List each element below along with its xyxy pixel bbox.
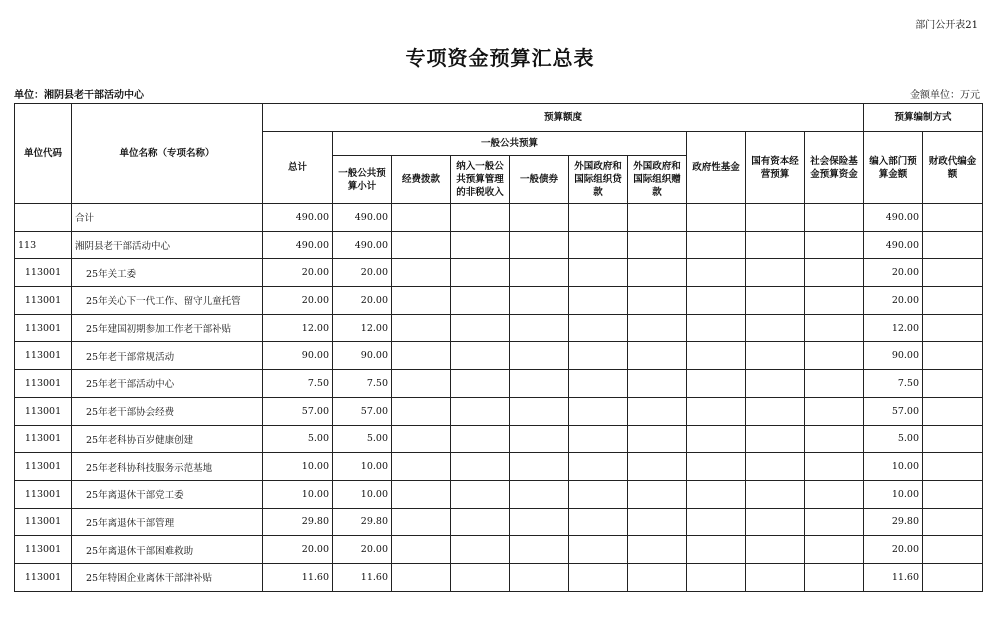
cell-bonds [510, 287, 569, 315]
header-budget-amount: 预算额度 [263, 104, 864, 132]
cell-gp-subtotal: 20.00 [333, 536, 392, 564]
cell-state-capital [746, 342, 805, 370]
cell-bonds [510, 508, 569, 536]
cell-unit-code: 113001 [15, 563, 72, 591]
cell-fin-agent [923, 536, 983, 564]
cell-bonds [510, 480, 569, 508]
cell-total: 20.00 [263, 287, 333, 315]
cell-dept-amount: 7.50 [864, 370, 923, 398]
cell-dept-amount: 5.00 [864, 425, 923, 453]
cell-bonds [510, 259, 569, 287]
cell-unit-code: 113001 [15, 314, 72, 342]
cell-funding [392, 259, 451, 287]
cell-gp-subtotal: 11.60 [333, 563, 392, 591]
cell-gov-fund [687, 563, 746, 591]
cell-foreign-loan [569, 287, 628, 315]
table-row [15, 342, 983, 370]
cell-funding [392, 314, 451, 342]
cell-foreign-loan [569, 342, 628, 370]
cell-total: 490.00 [263, 231, 333, 259]
table-row [15, 563, 983, 591]
cell-foreign-loan [569, 425, 628, 453]
cell-total: 20.00 [263, 259, 333, 287]
amount-unit-label: 金额单位：万元 [910, 90, 980, 101]
header-foreign-grant: 外国政府和国际组织赠款 [628, 156, 687, 204]
cell-social-insurance [805, 536, 864, 564]
cell-unit-code: 113001 [15, 453, 72, 481]
cell-bonds [510, 425, 569, 453]
cell-fin-agent [923, 370, 983, 398]
cell-gp-subtotal: 20.00 [333, 287, 392, 315]
cell-gov-fund [687, 287, 746, 315]
cell-fin-agent [923, 508, 983, 536]
cell-gov-fund [687, 397, 746, 425]
cell-bonds [510, 231, 569, 259]
cell-foreign-loan [569, 397, 628, 425]
cell-gp-subtotal: 90.00 [333, 342, 392, 370]
cell-fin-agent [923, 287, 983, 315]
cell-total: 90.00 [263, 342, 333, 370]
cell-funding [392, 370, 451, 398]
cell-unit-name: 25年老科协百岁健康创建 [72, 425, 263, 453]
cell-gov-fund [687, 370, 746, 398]
cell-dept-amount: 12.00 [864, 314, 923, 342]
cell-gov-fund [687, 480, 746, 508]
cell-non-tax [451, 480, 510, 508]
cell-gov-fund [687, 342, 746, 370]
cell-social-insurance [805, 425, 864, 453]
cell-state-capital [746, 453, 805, 481]
cell-unit-code: 113001 [15, 370, 72, 398]
cell-social-insurance [805, 314, 864, 342]
cell-bonds [510, 563, 569, 591]
cell-dept-amount: 90.00 [864, 342, 923, 370]
page-title: 专项资金预算汇总表 [405, 46, 595, 70]
cell-foreign-loan [569, 370, 628, 398]
cell-state-capital [746, 480, 805, 508]
header-bonds: 一般债券 [510, 156, 569, 204]
cell-state-capital [746, 397, 805, 425]
cell-unit-name: 25年建国初期参加工作老干部补贴 [72, 314, 263, 342]
cell-foreign-loan [569, 259, 628, 287]
cell-unit-code: 113 [15, 231, 72, 259]
table-row [15, 536, 983, 564]
cell-unit-name: 25年老干部活动中心 [72, 370, 263, 398]
cell-total: 11.60 [263, 563, 333, 591]
cell-unit-code [15, 204, 72, 232]
budget-summary-table [14, 103, 983, 592]
cell-foreign-grant [628, 536, 687, 564]
cell-gp-subtotal: 490.00 [333, 231, 392, 259]
cell-unit-code: 113001 [15, 536, 72, 564]
cell-social-insurance [805, 342, 864, 370]
cell-total: 10.00 [263, 453, 333, 481]
table-row [15, 370, 983, 398]
cell-total: 7.50 [263, 370, 333, 398]
cell-total: 5.00 [263, 425, 333, 453]
cell-gp-subtotal: 10.00 [333, 453, 392, 481]
table-row [15, 314, 983, 342]
cell-foreign-grant [628, 259, 687, 287]
cell-state-capital [746, 204, 805, 232]
cell-foreign-grant [628, 370, 687, 398]
cell-non-tax [451, 204, 510, 232]
cell-total: 57.00 [263, 397, 333, 425]
cell-gov-fund [687, 259, 746, 287]
cell-gov-fund [687, 508, 746, 536]
cell-total: 20.00 [263, 536, 333, 564]
cell-gp-subtotal: 10.00 [333, 480, 392, 508]
cell-fin-agent [923, 425, 983, 453]
cell-non-tax [451, 425, 510, 453]
cell-social-insurance [805, 563, 864, 591]
cell-non-tax [451, 453, 510, 481]
cell-gov-fund [687, 536, 746, 564]
cell-gp-subtotal: 20.00 [333, 259, 392, 287]
cell-unit-name: 25年离退休干部困难救助 [72, 536, 263, 564]
cell-total: 10.00 [263, 480, 333, 508]
cell-dept-amount: 10.00 [864, 480, 923, 508]
cell-gp-subtotal: 5.00 [333, 425, 392, 453]
cell-bonds [510, 397, 569, 425]
cell-dept-amount: 20.00 [864, 536, 923, 564]
cell-unit-code: 113001 [15, 425, 72, 453]
cell-unit-code: 113001 [15, 259, 72, 287]
cell-unit-name: 25年离退休干部党工委 [72, 480, 263, 508]
cell-social-insurance [805, 453, 864, 481]
header-method: 预算编制方式 [864, 104, 983, 132]
cell-foreign-loan [569, 314, 628, 342]
cell-gov-fund [687, 314, 746, 342]
cell-dept-amount: 20.00 [864, 287, 923, 315]
cell-foreign-grant [628, 480, 687, 508]
cell-unit-code: 113001 [15, 508, 72, 536]
header-gov-fund: 政府性基金 [687, 132, 746, 204]
cell-foreign-loan [569, 480, 628, 508]
cell-foreign-grant [628, 453, 687, 481]
cell-total: 12.00 [263, 314, 333, 342]
cell-dept-amount: 10.00 [864, 453, 923, 481]
cell-funding [392, 563, 451, 591]
cell-funding [392, 204, 451, 232]
cell-unit-name: 25年老干部协会经费 [72, 397, 263, 425]
cell-unit-name: 25年关心下一代工作、留守儿童托管 [72, 287, 263, 315]
table-row [15, 259, 983, 287]
cell-social-insurance [805, 397, 864, 425]
header-general-public-budget: 一般公共预算 [333, 132, 687, 156]
cell-unit-code: 113001 [15, 397, 72, 425]
cell-dept-amount: 490.00 [864, 204, 923, 232]
cell-non-tax [451, 397, 510, 425]
cell-fin-agent [923, 259, 983, 287]
cell-unit-name: 25年关工委 [72, 259, 263, 287]
cell-foreign-grant [628, 508, 687, 536]
cell-bonds [510, 536, 569, 564]
cell-non-tax [451, 508, 510, 536]
cell-fin-agent [923, 480, 983, 508]
cell-unit-name: 25年老干部常规活动 [72, 342, 263, 370]
cell-foreign-loan [569, 563, 628, 591]
cell-funding [392, 425, 451, 453]
cell-fin-agent [923, 204, 983, 232]
cell-social-insurance [805, 480, 864, 508]
cell-gp-subtotal: 7.50 [333, 370, 392, 398]
cell-funding [392, 397, 451, 425]
cell-foreign-grant [628, 231, 687, 259]
cell-non-tax [451, 563, 510, 591]
table-row [15, 453, 983, 481]
cell-gov-fund [687, 231, 746, 259]
table-row [15, 508, 983, 536]
cell-state-capital [746, 259, 805, 287]
header-unit-name: 单位名称（专项名称） [72, 104, 263, 204]
cell-social-insurance [805, 231, 864, 259]
header-dept-amount: 编入部门预算金额 [864, 132, 923, 204]
cell-foreign-grant [628, 204, 687, 232]
cell-social-insurance [805, 259, 864, 287]
cell-social-insurance [805, 204, 864, 232]
cell-social-insurance [805, 508, 864, 536]
cell-social-insurance [805, 287, 864, 315]
cell-unit-name: 25年离退休干部管理 [72, 508, 263, 536]
cell-funding [392, 453, 451, 481]
cell-foreign-loan [569, 508, 628, 536]
cell-non-tax [451, 342, 510, 370]
cell-unit-code: 113001 [15, 480, 72, 508]
cell-non-tax [451, 536, 510, 564]
cell-non-tax [451, 314, 510, 342]
cell-fin-agent [923, 342, 983, 370]
cell-foreign-grant [628, 342, 687, 370]
cell-fin-agent [923, 231, 983, 259]
cell-bonds [510, 342, 569, 370]
cell-gp-subtotal: 490.00 [333, 204, 392, 232]
cell-unit-name: 25年老科协科技服务示范基地 [72, 453, 263, 481]
cell-total: 490.00 [263, 204, 333, 232]
cell-foreign-loan [569, 453, 628, 481]
cell-funding [392, 536, 451, 564]
cell-fin-agent [923, 453, 983, 481]
cell-foreign-grant [628, 563, 687, 591]
cell-fin-agent [923, 563, 983, 591]
cell-state-capital [746, 563, 805, 591]
cell-foreign-grant [628, 314, 687, 342]
cell-foreign-grant [628, 287, 687, 315]
cell-unit-name: 25年特困企业离休干部津补贴 [72, 563, 263, 591]
table-row [15, 425, 983, 453]
cell-funding [392, 231, 451, 259]
cell-fin-agent [923, 314, 983, 342]
cell-gov-fund [687, 453, 746, 481]
cell-foreign-loan [569, 536, 628, 564]
cell-dept-amount: 11.60 [864, 563, 923, 591]
unit-label: 单位：湘阴县老干部活动中心 [14, 90, 144, 101]
cell-state-capital [746, 508, 805, 536]
cell-total: 29.80 [263, 508, 333, 536]
header-foreign-loan: 外国政府和国际组织贷款 [569, 156, 628, 204]
cell-state-capital [746, 314, 805, 342]
table-body [15, 204, 983, 592]
cell-foreign-grant [628, 425, 687, 453]
cell-state-capital [746, 287, 805, 315]
cell-dept-amount: 29.80 [864, 508, 923, 536]
header-fin-agent: 财政代编金额 [923, 132, 983, 204]
cell-dept-amount: 20.00 [864, 259, 923, 287]
cell-foreign-loan [569, 231, 628, 259]
cell-funding [392, 287, 451, 315]
cell-foreign-grant [628, 397, 687, 425]
cell-funding [392, 342, 451, 370]
cell-fin-agent [923, 397, 983, 425]
cell-state-capital [746, 370, 805, 398]
cell-bonds [510, 370, 569, 398]
header-total: 总计 [263, 132, 333, 204]
table-row [15, 397, 983, 425]
header-non-tax: 纳入一般公共预算管理的非税收入 [451, 156, 510, 204]
cell-foreign-loan [569, 204, 628, 232]
table-row [15, 231, 983, 259]
cell-unit-code: 113001 [15, 342, 72, 370]
cell-dept-amount: 490.00 [864, 231, 923, 259]
cell-gp-subtotal: 29.80 [333, 508, 392, 536]
cell-gov-fund [687, 204, 746, 232]
cell-non-tax [451, 231, 510, 259]
cell-gov-fund [687, 425, 746, 453]
cell-unit-name: 湘阴县老干部活动中心 [72, 231, 263, 259]
cell-social-insurance [805, 370, 864, 398]
table-row [15, 204, 983, 232]
cell-non-tax [451, 259, 510, 287]
table-row [15, 287, 983, 315]
cell-funding [392, 508, 451, 536]
cell-state-capital [746, 231, 805, 259]
cell-unit-name: 合计 [72, 204, 263, 232]
cell-dept-amount: 57.00 [864, 397, 923, 425]
table-row [15, 480, 983, 508]
cell-non-tax [451, 287, 510, 315]
cell-gp-subtotal: 57.00 [333, 397, 392, 425]
cell-unit-code: 113001 [15, 287, 72, 315]
cell-state-capital [746, 536, 805, 564]
cell-bonds [510, 314, 569, 342]
header-social-insurance: 社会保险基金预算资金 [805, 132, 864, 204]
cell-state-capital [746, 425, 805, 453]
header-unit-code: 单位代码 [15, 104, 72, 204]
document-number: 部门公开表21 [915, 20, 978, 31]
cell-bonds [510, 453, 569, 481]
cell-bonds [510, 204, 569, 232]
header-funding: 经费拨款 [392, 156, 451, 204]
cell-funding [392, 480, 451, 508]
header-gp-subtotal: 一般公共预算小计 [333, 156, 392, 204]
cell-non-tax [451, 370, 510, 398]
cell-gp-subtotal: 12.00 [333, 314, 392, 342]
header-state-capital: 国有资本经营预算 [746, 132, 805, 204]
